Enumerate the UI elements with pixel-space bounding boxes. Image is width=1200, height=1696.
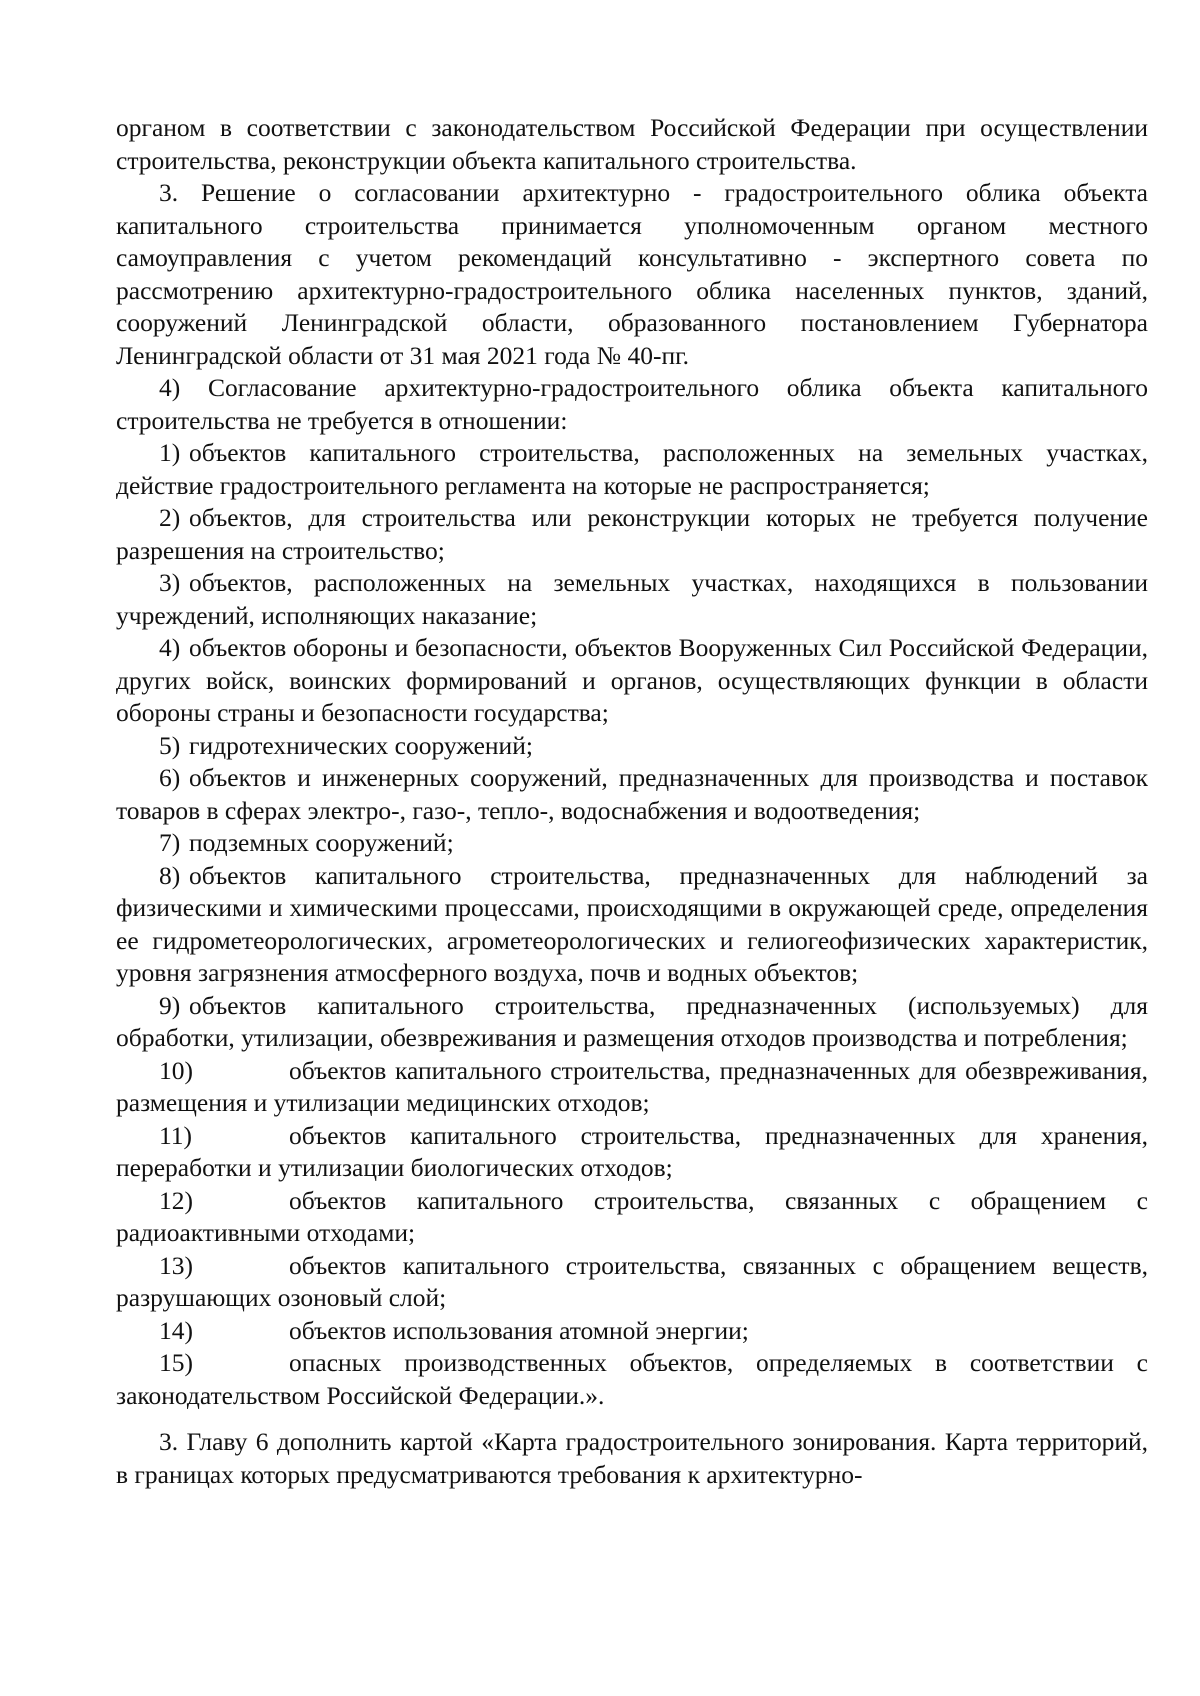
paragraph-4: 4) Согласование архитектурно-градостроительного облика объекта капитального строительства не требуется в отношении: [116,373,1148,435]
list-item: 2) объектов, для строительства или реконструкции которых не требуется получение разрешения на строительство; [116,503,1148,565]
paragraph-continuation: органом в соответствии с законодательством Российской Федерации при осуществлении строительства, реконструкции объекта капитального строительства. [116,113,1148,175]
paragraph-gap [116,1412,1148,1426]
document-page [116,112,1148,1491]
list-item: 3) объектов, расположенных на земельных участках, находящихся в пользовании учреждений, исполняющих наказание; [116,568,1148,630]
list-item: 12) объектов капитального строительства, связанных с обращением с радиоактивными отходами; [116,1185,1148,1247]
list-item: 14) объектов использования атомной энергии; [159,1315,749,1345]
list-item: 4) объектов обороны и безопасности, объектов Вооруженных Сил Российской Федерации, других войск, воинских формирований и органов, осуществляющих функции в области обороны страны и безопасности государства; [116,633,1148,727]
list-item: 1) объектов капитального строительства, расположенных на земельных участках, действие градостроительного регламента на которые не распространяется; [116,438,1148,500]
list-item: 9) объектов капитального строительства, предназначенных (используемых) для обработки, утилизации, обезвреживания и размещения отходов производства и потребления; [116,990,1148,1052]
list-item: 8) объектов капитального строительства, предназначенных для наблюдений за физическими и химическими процессами, происходящими в окружающей среде, определения ее гидрометеорологических, агрометеорологических и гелиогеофизических характеристик, уровня загрязнения атмосферного воздуха, почв и водных объектов; [116,860,1148,987]
paragraph-final: 3. Главу 6 дополнить картой «Карта градостроительного зонирования. Карта территорий, в границах которых предусматриваются требования к архитектурно- [116,1427,1148,1489]
list-item: 10) объектов капитального строительства, предназначенных для обезвреживания, размещения и утилизации медицинских отходов; [116,1055,1148,1117]
list-item: 7) подземных сооружений; [159,828,454,857]
list-item: 6) объектов и инженерных сооружений, предназначенных для производства и поставок товаров в сферах электро-, газо-, тепло-, водоснабжения и водоотведения; [116,763,1148,825]
paragraph-3: 3. Решение о согласовании архитектурно - градостроительного облика объекта капитального строительства принимается уполномоченным органом местного самоуправления с учетом рекомендаций консультативно - экспертного совета по рассмотрению архитектурно-градостроительного облика населенных пунктов, зданий, сооружений Ленинградской области, образованного постановлением Губернатора Ленинградской области от 31 мая 2021 года № 40-пг. [116,178,1148,370]
list-item: 5) гидротехнических сооружений; [159,730,533,760]
list-item: 13) объектов капитального строительства, связанных с обращением веществ, разрушающих озоновый слой; [116,1250,1148,1312]
list-item: 11) объектов капитального строительства, предназначенных для хранения, переработки и утилизации биологических отходов; [116,1120,1148,1182]
list-item: 15) опасных производственных объектов, определяемых в соответствии с законодательством Российской Федерации.». [116,1348,1148,1410]
